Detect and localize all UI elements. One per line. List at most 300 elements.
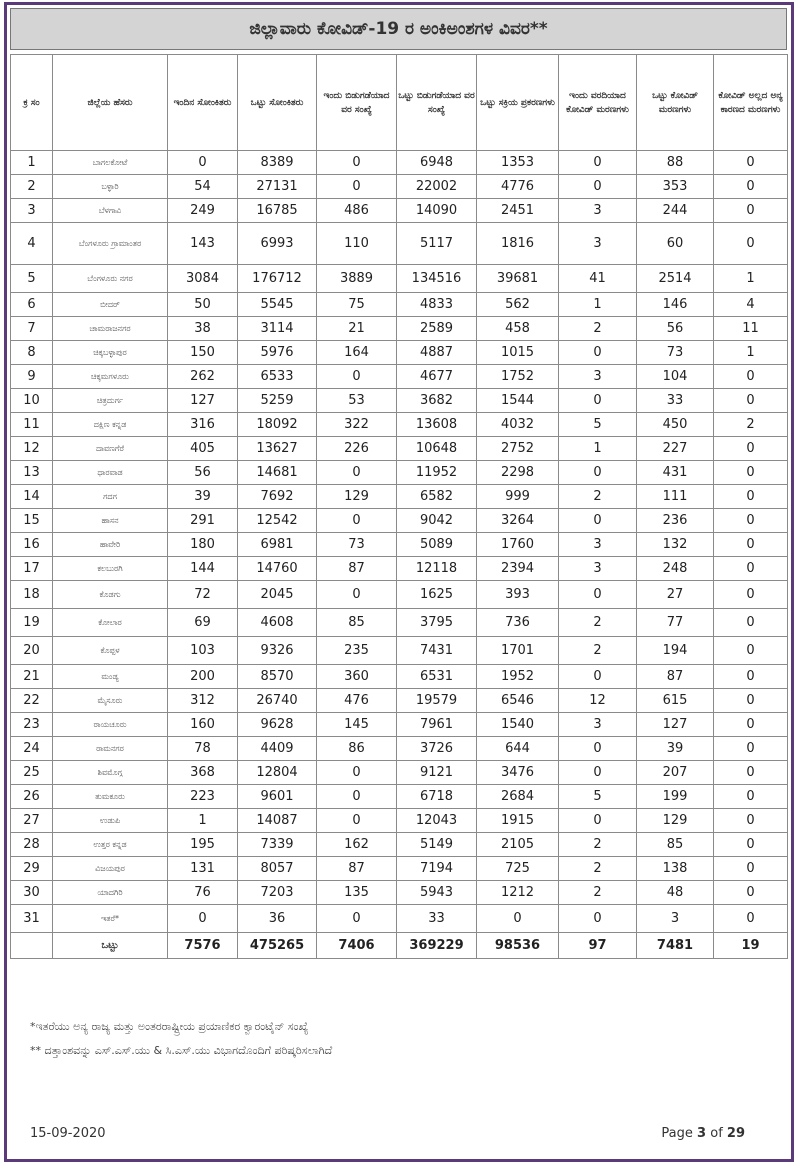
district-name-cell: ಉತ್ತರ ಕನ್ನಡ [53, 833, 168, 857]
table-cell: 13608 [397, 413, 477, 437]
district-name-cell: ಉಡುಪಿ [53, 809, 168, 833]
table-cell: 54 [168, 175, 238, 199]
table-cell: 393 [477, 581, 559, 609]
district-name-cell: ಕೊಪ್ಪಳ [53, 637, 168, 665]
table-cell: 360 [317, 665, 397, 689]
table-cell: 12 [11, 437, 53, 461]
table-cell: 3084 [168, 265, 238, 293]
table-cell: 0 [317, 761, 397, 785]
table-cell: 486 [317, 199, 397, 223]
table-cell: 85 [637, 833, 714, 857]
table-row [11, 151, 788, 175]
table-cell: 291 [168, 509, 238, 533]
table-cell: 244 [637, 199, 714, 223]
table-cell: 7 [11, 317, 53, 341]
footer-date: 15-09-2020 [30, 1126, 106, 1141]
table-cell: 353 [637, 175, 714, 199]
table-cell: 0 [559, 509, 637, 533]
district-name-cell: ಬಳ್ಳಾರಿ [53, 175, 168, 199]
table-cell: 5 [559, 413, 637, 437]
table-cell: 0 [168, 905, 238, 933]
total-cell: 98536 [477, 933, 559, 959]
table-cell: 86 [317, 737, 397, 761]
table-row [11, 461, 788, 485]
district-name-cell: ಹಾವೇರಿ [53, 533, 168, 557]
table-cell: 0 [714, 609, 788, 637]
table-cell: 6981 [238, 533, 317, 557]
table-cell: 9628 [238, 713, 317, 737]
table-cell: 1212 [477, 881, 559, 905]
table-row [11, 737, 788, 761]
table-cell: 9042 [397, 509, 477, 533]
district-name-cell: ಚಿತ್ರದುರ್ಗ [53, 389, 168, 413]
table-row [11, 413, 788, 437]
table-cell: 312 [168, 689, 238, 713]
table-cell: 6546 [477, 689, 559, 713]
page-current: 3 [697, 1126, 707, 1141]
table-cell: 9601 [238, 785, 317, 809]
table-cell: 2298 [477, 461, 559, 485]
table-cell: 0 [317, 461, 397, 485]
table-cell: 4887 [397, 341, 477, 365]
table-cell: 6531 [397, 665, 477, 689]
table-cell: 3 [637, 905, 714, 933]
table-cell: 21 [317, 317, 397, 341]
table-cell: 25 [11, 761, 53, 785]
table-cell: 0 [714, 389, 788, 413]
table-cell: 15 [11, 509, 53, 533]
table-cell: 200 [168, 665, 238, 689]
table-cell: 194 [637, 637, 714, 665]
table-cell: 19 [11, 609, 53, 637]
table-cell: 1952 [477, 665, 559, 689]
table-cell: 450 [637, 413, 714, 437]
table-cell: 39 [637, 737, 714, 761]
table-cell: 562 [477, 293, 559, 317]
table-cell: 1760 [477, 533, 559, 557]
table-cell: 87 [637, 665, 714, 689]
table-cell: 8570 [238, 665, 317, 689]
table-cell: 4833 [397, 293, 477, 317]
column-header: ಕೋವಿಡ್ ಅಲ್ಲದ ಅನ್ಯ ಕಾರಣದ ಮರಣಗಳು [714, 55, 788, 151]
table-cell: 0 [714, 461, 788, 485]
table-cell: 3726 [397, 737, 477, 761]
table-cell: 2589 [397, 317, 477, 341]
table-cell: 27 [637, 581, 714, 609]
table-cell: 0 [559, 151, 637, 175]
table-cell: 8 [11, 341, 53, 365]
column-header: ಇಂದು ವರದಿಯಾದ ಕೋವಿಡ್ ಮರಣಗಳು [559, 55, 637, 151]
table-cell: 14090 [397, 199, 477, 223]
table-cell: 0 [559, 665, 637, 689]
table-cell: 6993 [238, 223, 317, 265]
table-cell: 0 [714, 533, 788, 557]
table-cell: 2 [559, 637, 637, 665]
district-name-cell: ಧಾರವಾಡ [53, 461, 168, 485]
table-cell: 0 [317, 905, 397, 933]
table-cell: 2 [559, 881, 637, 905]
table-cell: 262 [168, 365, 238, 389]
table-cell: 2 [11, 175, 53, 199]
table-cell: 0 [714, 199, 788, 223]
table-cell: 5259 [238, 389, 317, 413]
total-cell: 7481 [637, 933, 714, 959]
table-cell: 6948 [397, 151, 477, 175]
district-name-cell: ಮಂಡ್ಯ [53, 665, 168, 689]
table-cell: 78 [168, 737, 238, 761]
table-cell: 3682 [397, 389, 477, 413]
footnotes [30, 1015, 332, 1063]
table-cell: 5149 [397, 833, 477, 857]
table-cell: 0 [714, 485, 788, 509]
table-row [11, 833, 788, 857]
table-cell: 1752 [477, 365, 559, 389]
table-cell: 26740 [238, 689, 317, 713]
page-word: Page [661, 1126, 693, 1141]
table-cell: 4677 [397, 365, 477, 389]
table-cell: 160 [168, 713, 238, 737]
table-cell: 248 [637, 557, 714, 581]
table-cell: 3476 [477, 761, 559, 785]
table-row [11, 557, 788, 581]
table-cell: 73 [317, 533, 397, 557]
table-cell: 14760 [238, 557, 317, 581]
table-cell: 135 [317, 881, 397, 905]
table-cell: 1544 [477, 389, 559, 413]
district-name-cell: ಬೆಳಗಾವಿ [53, 199, 168, 223]
table-cell: 150 [168, 341, 238, 365]
table-row [11, 689, 788, 713]
table-cell: 48 [637, 881, 714, 905]
district-name-cell: ರಾಮನಗರ [53, 737, 168, 761]
table-cell: 0 [714, 175, 788, 199]
total-cell: 475265 [238, 933, 317, 959]
table-cell: 0 [559, 175, 637, 199]
district-name-cell: ಮೈಸೂರು [53, 689, 168, 713]
table-row [11, 809, 788, 833]
table-cell: 0 [317, 151, 397, 175]
table-row [11, 365, 788, 389]
table-cell: 69 [168, 609, 238, 637]
table-cell: 145 [317, 713, 397, 737]
table-cell: 5545 [238, 293, 317, 317]
table-cell: 111 [637, 485, 714, 509]
table-row [11, 637, 788, 665]
table-cell: 33 [637, 389, 714, 413]
table-cell: 0 [714, 437, 788, 461]
table-header-row [11, 55, 788, 151]
table-cell: 1540 [477, 713, 559, 737]
page-of: of [710, 1126, 723, 1141]
table-cell: 7203 [238, 881, 317, 905]
district-name-cell: ಕೋಲಾರ [53, 609, 168, 637]
table-cell: 4608 [238, 609, 317, 637]
table-cell: 33 [397, 905, 477, 933]
table-cell: 195 [168, 833, 238, 857]
table-cell: 0 [714, 833, 788, 857]
table-cell: 0 [559, 461, 637, 485]
table-cell: 226 [317, 437, 397, 461]
table-cell: 2684 [477, 785, 559, 809]
table-cell: 13627 [238, 437, 317, 461]
column-header: ಇಂದಿನ ಸೋಂಕಿತರು [168, 55, 238, 151]
table-cell: 1353 [477, 151, 559, 175]
table-cell: 6533 [238, 365, 317, 389]
table-cell: 134516 [397, 265, 477, 293]
table-cell: 316 [168, 413, 238, 437]
district-name-cell: ಚಿಕ್ಕಮಗಳೂರು [53, 365, 168, 389]
table-cell: 0 [714, 713, 788, 737]
table-cell: 4776 [477, 175, 559, 199]
district-name-cell: ವಿಜಯಪುರ [53, 857, 168, 881]
table-row [11, 199, 788, 223]
district-name-cell: ಇತರೆ* [53, 905, 168, 933]
table-cell: 1915 [477, 809, 559, 833]
table-cell: 11 [11, 413, 53, 437]
table-cell: 0 [714, 223, 788, 265]
table-row [11, 665, 788, 689]
column-header: ಒಟ್ಟು ಸೋಂಕಿತರು [238, 55, 317, 151]
table-cell: 5 [11, 265, 53, 293]
district-name-cell: ಕಲಬುರಗಿ [53, 557, 168, 581]
table-cell: 458 [477, 317, 559, 341]
table-cell: 2 [714, 413, 788, 437]
table-cell: 1 [559, 293, 637, 317]
table-cell: 104 [637, 365, 714, 389]
table-row [11, 485, 788, 509]
table-cell: 2752 [477, 437, 559, 461]
table-cell: 0 [317, 365, 397, 389]
table-row [11, 761, 788, 785]
table-cell: 14087 [238, 809, 317, 833]
table-cell: 0 [714, 905, 788, 933]
district-name-cell: ಕೊಡಗು [53, 581, 168, 609]
table-cell: 4032 [477, 413, 559, 437]
table-cell: 0 [559, 761, 637, 785]
table-cell: 368 [168, 761, 238, 785]
table-cell: 11952 [397, 461, 477, 485]
table-row [11, 609, 788, 637]
table-row [11, 533, 788, 557]
table-cell: 0 [714, 881, 788, 905]
table-cell: 0 [559, 809, 637, 833]
table-cell: 176712 [238, 265, 317, 293]
table-cell: 10 [11, 389, 53, 413]
column-header: ಒಟ್ಟು ಕೋವಿಡ್ ಮರಣಗಳು [637, 55, 714, 151]
table-cell: 0 [714, 509, 788, 533]
table-cell: 39681 [477, 265, 559, 293]
table-cell: 3 [559, 223, 637, 265]
table-cell: 9326 [238, 637, 317, 665]
table-cell: 2451 [477, 199, 559, 223]
table-cell: 0 [714, 689, 788, 713]
table-cell: 31 [11, 905, 53, 933]
table-cell: 0 [714, 637, 788, 665]
district-name-cell: ದಕ್ಷಿಣ ಕನ್ನಡ [53, 413, 168, 437]
table-row [11, 265, 788, 293]
table-cell: 3 [559, 533, 637, 557]
table-cell: 3795 [397, 609, 477, 637]
district-name-cell: ಚಾಮರಾಜನಗರ [53, 317, 168, 341]
table-cell: 14681 [238, 461, 317, 485]
table-row [11, 905, 788, 933]
total-cell: 369229 [397, 933, 477, 959]
table-cell: 1 [559, 437, 637, 461]
table-cell: 12118 [397, 557, 477, 581]
district-name-cell: ಹಾಸನ [53, 509, 168, 533]
table-cell: 3264 [477, 509, 559, 533]
table-cell: 162 [317, 833, 397, 857]
table-cell: 9 [11, 365, 53, 389]
table-cell: 6582 [397, 485, 477, 509]
table-cell: 7692 [238, 485, 317, 509]
district-name-cell: ಯಾದಗಿರಿ [53, 881, 168, 905]
table-row [11, 293, 788, 317]
table-cell: 12542 [238, 509, 317, 533]
table-cell: 28 [11, 833, 53, 857]
table-cell: 132 [637, 533, 714, 557]
table-cell: 1816 [477, 223, 559, 265]
table-cell: 13 [11, 461, 53, 485]
table-cell: 0 [317, 509, 397, 533]
table-cell: 1 [11, 151, 53, 175]
district-name-cell: ಬೆಂಗಳೂರು ಗ್ರಾಮಾಂತರ [53, 223, 168, 265]
district-name-cell: ಶಿವಮೊಗ್ಗ [53, 761, 168, 785]
district-name-cell: ಬೆಂಗಳೂರು ನಗರ [53, 265, 168, 293]
table-cell: 12043 [397, 809, 477, 833]
table-cell: 27131 [238, 175, 317, 199]
table-cell: 2105 [477, 833, 559, 857]
table-cell: 0 [559, 581, 637, 609]
table-cell: 0 [714, 365, 788, 389]
total-cell: 7576 [168, 933, 238, 959]
table-cell: 73 [637, 341, 714, 365]
table-cell: 36 [238, 905, 317, 933]
table-cell: 2 [559, 485, 637, 509]
footnote-others: *ಇತರೆಯು ಅನ್ಯ ರಾಜ್ಯ ಮತ್ತು ಅಂತರರಾಷ್ಟ್ರೀಯ ಪ್ರಯಾಣಿಕರ ಕ್ವಾರಂಟೈನ್ ಸಂಖ್ಯೆ [30, 1020, 309, 1033]
table-cell: 10648 [397, 437, 477, 461]
table-cell: 2 [559, 609, 637, 637]
table-cell: 725 [477, 857, 559, 881]
table-cell: 127 [637, 713, 714, 737]
table-row [11, 581, 788, 609]
table-cell: 5089 [397, 533, 477, 557]
table-row [11, 389, 788, 413]
table-cell: 180 [168, 533, 238, 557]
table-cell: 8389 [238, 151, 317, 175]
table-cell: 16785 [238, 199, 317, 223]
table-row [11, 509, 788, 533]
column-header: ಇಂದು ಬಿಡುಗಡೆಯಾದ ವರ ಸಂಖ್ಯೆ [317, 55, 397, 151]
total-row [11, 933, 788, 959]
table-cell: 131 [168, 857, 238, 881]
table-cell: 3 [559, 713, 637, 737]
table-cell: 0 [559, 905, 637, 933]
table-cell: 110 [317, 223, 397, 265]
table-cell: 0 [714, 737, 788, 761]
column-header: ಕ್ರ ಸಂ [11, 55, 53, 151]
table-cell: 3 [559, 557, 637, 581]
table-cell: 1 [714, 341, 788, 365]
table-cell: 249 [168, 199, 238, 223]
table-row [11, 223, 788, 265]
table-cell: 3 [559, 199, 637, 223]
table-cell: 2 [559, 833, 637, 857]
table-cell: 0 [714, 581, 788, 609]
table-cell: 39 [168, 485, 238, 509]
district-name-cell: ಚಿಕ್ಕಬಳ್ಳಾಪುರ [53, 341, 168, 365]
table-cell: 60 [637, 223, 714, 265]
table-cell: 235 [317, 637, 397, 665]
table-cell: 1701 [477, 637, 559, 665]
table-row [11, 857, 788, 881]
column-header: ಒಟ್ಟು ಸಕ್ರಿಯ ಪ್ರಕರಣಗಳು [477, 55, 559, 151]
table-cell: 18092 [238, 413, 317, 437]
table-cell: 16 [11, 533, 53, 557]
table-row [11, 713, 788, 737]
district-name-cell: ರಾಯಚೂರು [53, 713, 168, 737]
table-cell: 615 [637, 689, 714, 713]
table-cell: 56 [637, 317, 714, 341]
table-cell: 2 [559, 857, 637, 881]
table-cell: 12 [559, 689, 637, 713]
table-cell: 3889 [317, 265, 397, 293]
total-cell: 97 [559, 933, 637, 959]
table-cell: 7194 [397, 857, 477, 881]
table-cell: 5 [559, 785, 637, 809]
table-cell: 11 [714, 317, 788, 341]
table-cell: 405 [168, 437, 238, 461]
table-cell: 0 [317, 809, 397, 833]
total-cell [11, 933, 53, 959]
table-cell: 3 [559, 365, 637, 389]
table-cell: 5117 [397, 223, 477, 265]
table-cell: 1 [714, 265, 788, 293]
table-cell: 0 [714, 151, 788, 175]
footnote-data-source: ** ದತ್ತಾಂಶವನ್ನು ಎಸ್.ಎಸ್.ಯು & ಸಿ.ಎಸ್.ಯು ವಿಭಾಗದೊಂದಿಗೆ ಪರಿಷ್ಕರಿಸಲಾಗಿದೆ [30, 1044, 333, 1057]
total-cell: 7406 [317, 933, 397, 959]
table-cell: 129 [317, 485, 397, 509]
table-cell: 7339 [238, 833, 317, 857]
table-cell: 4 [11, 223, 53, 265]
table-cell: 103 [168, 637, 238, 665]
table-cell: 7961 [397, 713, 477, 737]
total-cell: ಒಟ್ಟು [53, 933, 168, 959]
table-cell: 4409 [238, 737, 317, 761]
table-row [11, 175, 788, 199]
table-cell: 2045 [238, 581, 317, 609]
table-cell: 77 [637, 609, 714, 637]
table-cell: 322 [317, 413, 397, 437]
total-cell: 19 [714, 933, 788, 959]
table-cell: 207 [637, 761, 714, 785]
table-cell: 38 [168, 317, 238, 341]
table-cell: 0 [559, 737, 637, 761]
table-body [11, 151, 788, 959]
table-cell: 23 [11, 713, 53, 737]
table-cell: 0 [559, 341, 637, 365]
table-cell: 227 [637, 437, 714, 461]
table-cell: 21 [11, 665, 53, 689]
table-cell: 5976 [238, 341, 317, 365]
table-cell: 22 [11, 689, 53, 713]
table-cell: 3114 [238, 317, 317, 341]
district-name-cell: ಗದಗ [53, 485, 168, 509]
table-cell: 146 [637, 293, 714, 317]
table-cell: 736 [477, 609, 559, 637]
table-cell: 8057 [238, 857, 317, 881]
table-cell: 0 [714, 761, 788, 785]
